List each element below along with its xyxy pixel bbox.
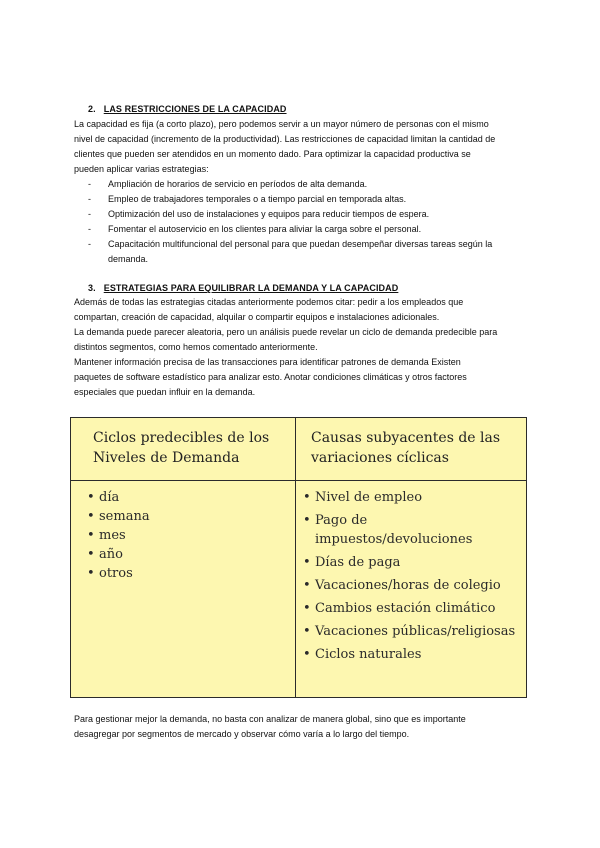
- section-2-title: LAS RESTRICCIONES DE LA CAPACIDAD: [103, 104, 287, 114]
- paragraph-line: distintos segmentos, como hemos comentado anteriormente.: [74, 342, 318, 352]
- list-item: - Ampliación de horarios de servicio en períodos de alta demanda.: [88, 177, 558, 192]
- table-header-right: Causas subyacentes de las variaciones cíclicas: [311, 430, 501, 466]
- list-item-line: demanda.: [108, 254, 149, 264]
- paragraph-line: pueden aplicar varias estrategias:: [74, 164, 209, 174]
- list-item: • semana: [87, 507, 150, 526]
- paragraph-line: Para gestionar mejor la demanda, no basta con analizar de manera global, sino que es importante: [74, 714, 466, 724]
- paragraph-line: Además de todas las estrategias citadas anteriormente podemos citar: pedir a los empleados que: [74, 297, 464, 307]
- list-item: • Ciclos naturales: [303, 645, 521, 664]
- cyclic-causes-list: [303, 488, 521, 668]
- list-item-line: - Capacitación multifuncional del personal para que puedan desempeñar diversas tareas según la: [108, 239, 493, 249]
- section-2-paragraph: [74, 117, 576, 177]
- list-item: • día: [87, 488, 150, 507]
- list-item: • Vacaciones/horas de colegio: [303, 576, 521, 595]
- section-3-heading: [88, 283, 398, 293]
- list-item: • Pago de impuestos/devoluciones: [303, 511, 521, 549]
- paragraph-line: clientes que pueden ser atendidos en un momento dado. Para optimizar la capacidad productiva se: [74, 149, 471, 159]
- table-column-divider: [295, 418, 296, 697]
- list-item: • Días de paga: [303, 553, 521, 572]
- list-item: [88, 237, 558, 267]
- list-item: • año: [87, 545, 150, 564]
- paragraph-line: paquetes de software estadístico para analizar esto. Anotar condiciones climáticas y otros factores: [74, 372, 467, 382]
- list-item: • Cambios estación climático: [303, 599, 521, 618]
- list-item: • Nivel de empleo: [303, 488, 521, 507]
- paragraph-line: especiales que puedan influir en la demanda.: [74, 387, 256, 397]
- table-header-divider: [71, 480, 526, 481]
- section-3-paragraph: [74, 295, 576, 400]
- list-item: • Vacaciones públicas/religiosas: [303, 622, 521, 641]
- list-item: • mes: [87, 526, 150, 545]
- paragraph-line: compartan, creación de capacidad, alquilar o compartir equipos e instalaciones adicionales.: [74, 312, 440, 322]
- paragraph-line: Mantener información precisa de las transacciones para identificar patrones de demanda Existen: [74, 357, 461, 367]
- section-2-number: 2.: [88, 104, 96, 114]
- paragraph-line: desagregar por segmentos de mercado y observar cómo varía a lo largo del tiempo.: [74, 729, 410, 739]
- section-2-bullet-list: [88, 177, 558, 267]
- paragraph-line: La capacidad es fija (a corto plazo), pero podemos servir a un mayor número de personas con el mismo: [74, 119, 489, 129]
- section-3-number: 3.: [88, 283, 96, 293]
- paragraph-line: nivel de capacidad (incremento de la productividad). Las restricciones de capacidad limitan la cantidad de: [74, 134, 496, 144]
- paragraph-line: La demanda puede parecer aleatoria, pero un análisis puede revelar un ciclo de demanda predecible para: [74, 327, 498, 337]
- section-2-heading: [88, 104, 287, 114]
- closing-paragraph: [74, 712, 576, 742]
- list-item: • otros: [87, 564, 150, 583]
- demand-cycles-list: [87, 488, 150, 583]
- list-item: - Empleo de trabajadores temporales o a tiempo parcial en temporada altas.: [88, 192, 558, 207]
- list-item: - Fomentar el autoservicio en los clientes para aliviar la carga sobre el personal.: [88, 222, 558, 237]
- table-header-left: Ciclos predecibles de los Niveles de Demanda: [93, 430, 270, 466]
- demand-cycles-table: [70, 417, 527, 698]
- section-3-title: ESTRATEGIAS PARA EQUILIBRAR LA DEMANDA Y LA CAPACIDAD: [103, 283, 399, 293]
- list-item: - Optimización del uso de instalaciones y equipos para reducir tiempos de espera.: [88, 207, 558, 222]
